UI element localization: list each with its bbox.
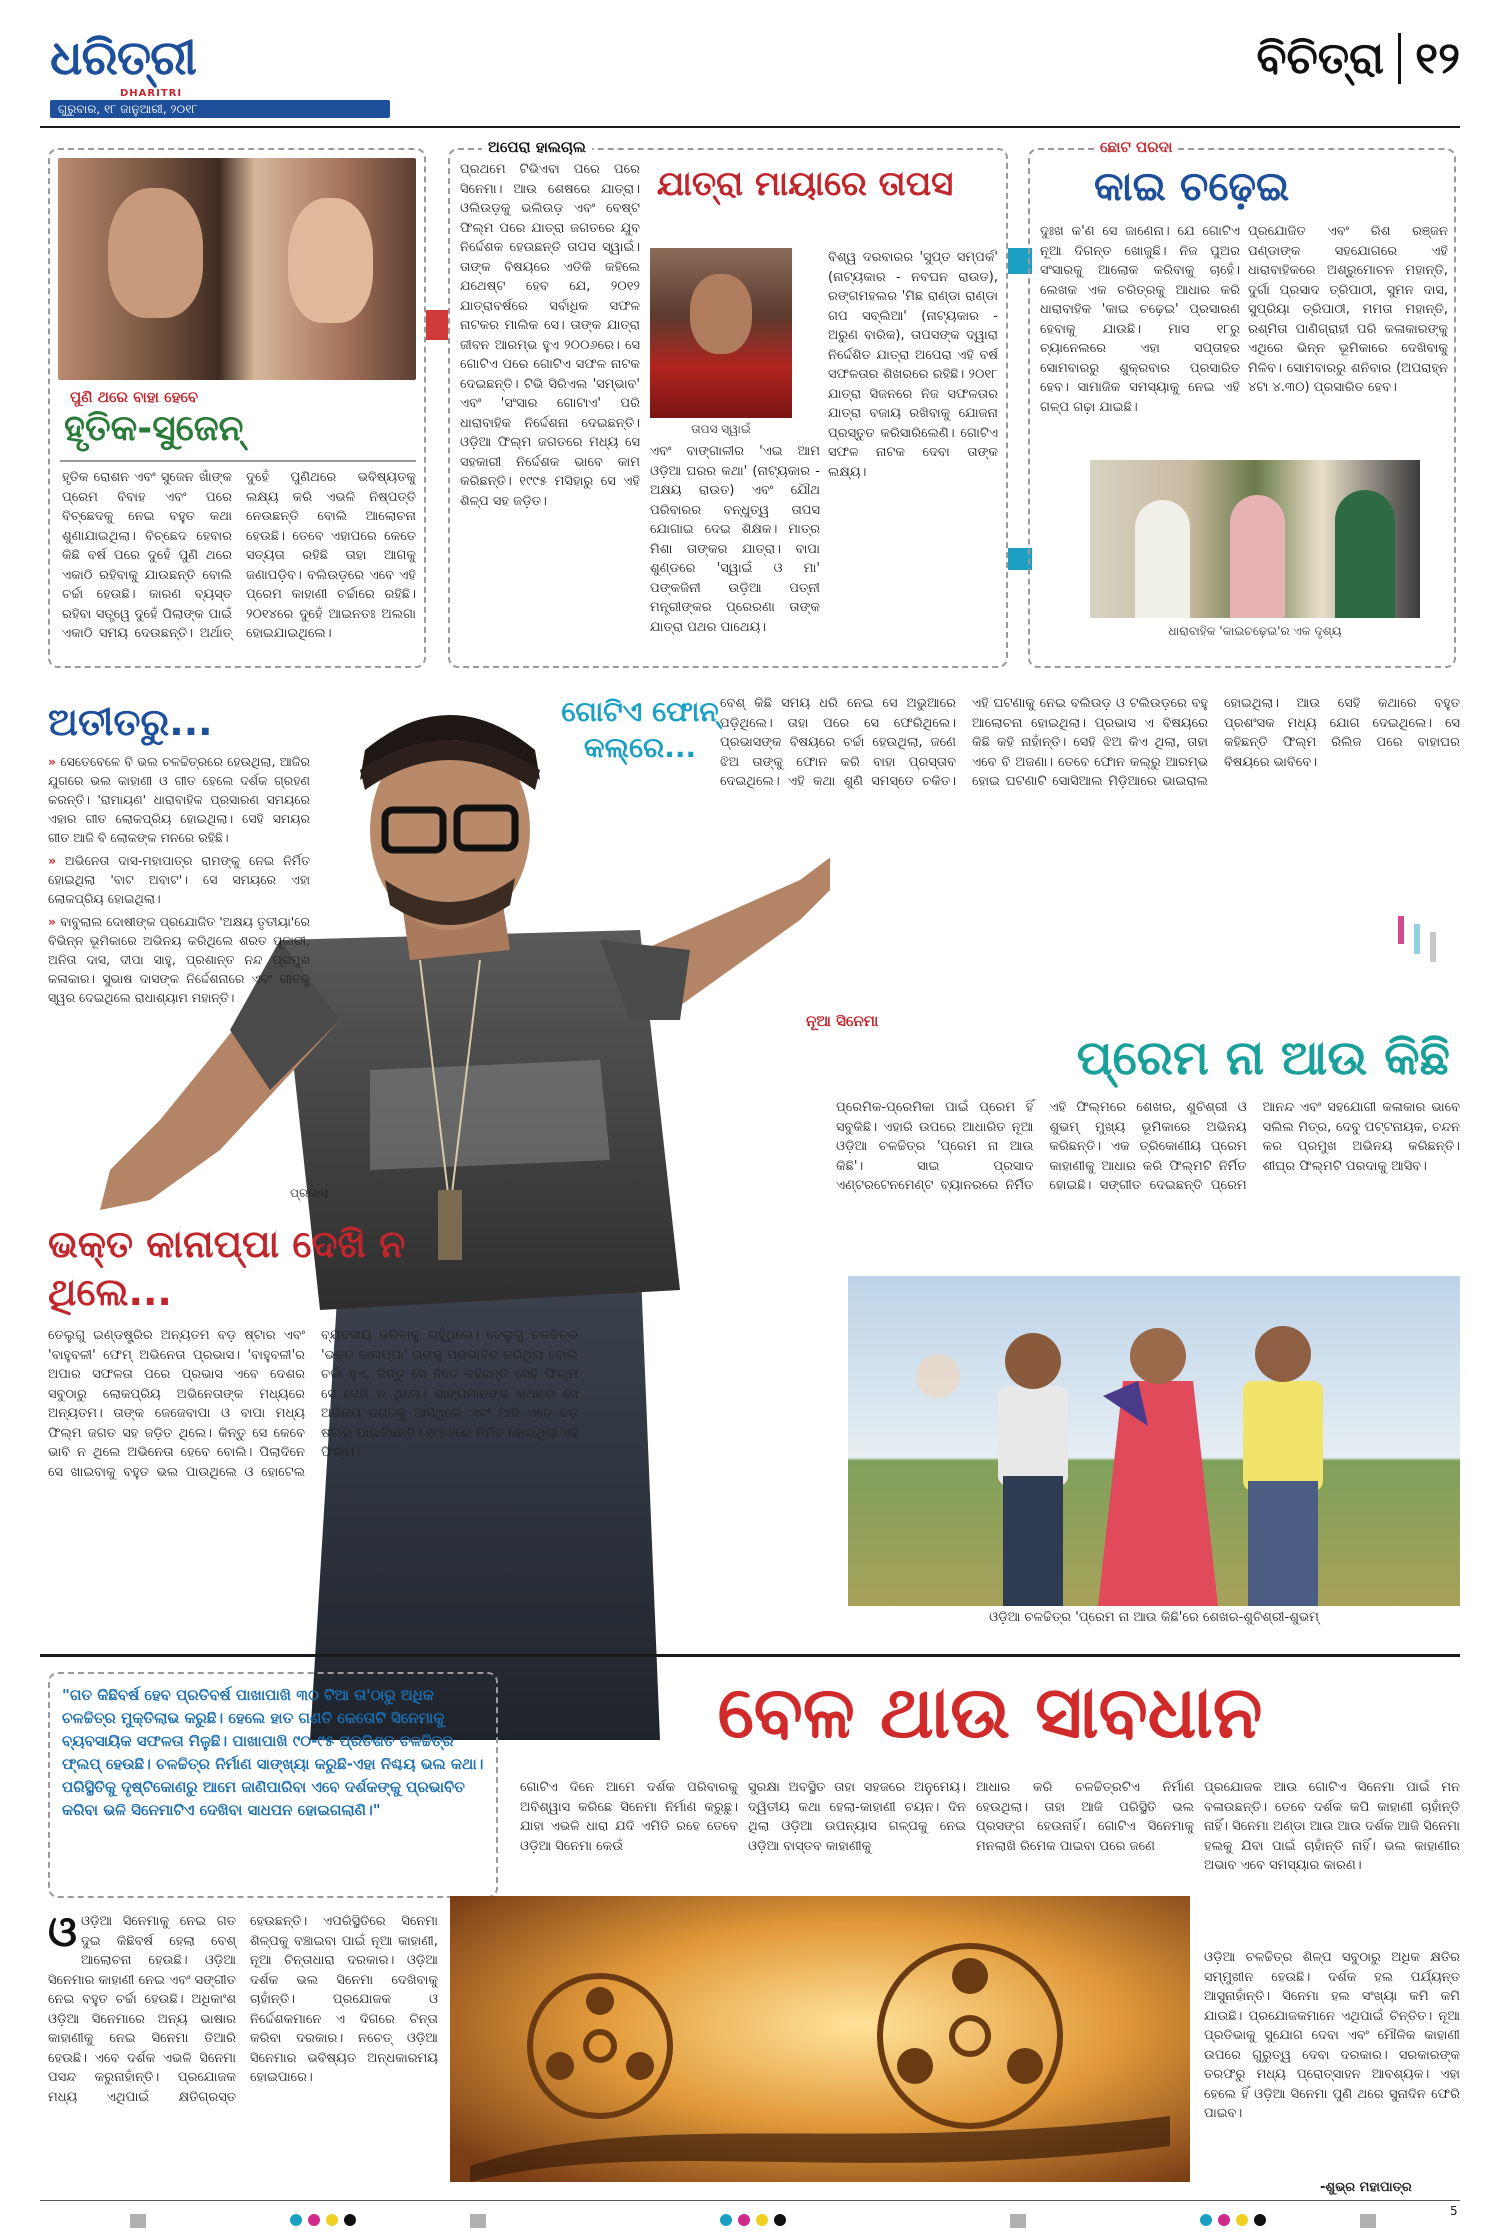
story-column-1: ପ୍ରଥମେ ଟିଭିଏବା ପରେ ପରେ ସିନେମା। ଆଉ ଶେଷରେ ଯାତ୍ରା। ଓଲିଉଡ଼କୁ ଭଲିଉଡ଼ ଏବଂ ବେଷ୍ଟ ଫିଲ୍ମ ପରେ ଯାତ୍ରା ଜଗତରେ ଯୁବ ନିର୍ଦ୍ଦେଶକ ହେଉଛନ୍ତି ତାପସ ସ୍ୱାଇଁ। ତାଙ୍କ ବିଷୟରେ ଏତିକି କହିଲେ ଯଥେଷ୍ଟ ହେବ ଯେ, ୨୦୧୨ ଯାତ୍ରାବର୍ଷରେ ସର୍ବାଧିକ ସଫଳ ନାଟକର ମାଲିକ ସେ। ତାଙ୍କ ଯାତ୍ରା ଜୀବନ ଆରମ୍ଭ ହୁଏ ୨୦୦୬ରେ। ସେ ଗୋଟିଏ ପରେ ଗୋଟିଏ ସଫଳ ନାଟକ ଦେଇଛନ୍ତି। ଟିଭି ସିରିଏଲ 'ସମ୍ଭାବ' ଏବଂ 'ସଂସାର ଗୋଟାଏ' ପରି ଧାରାବାହିକ ନିର୍ଦ୍ଦେଶନା ଦେଇଛନ୍ତି। ଓଡ଼ିଆ ଫିଲ୍ମ ଜଗତରେ ମଧ୍ୟ ସେ ସହକାରୀ ନିର୍ଦ୍ଦେଶକ ଭାବେ କାମ କରିଛନ୍ତି। ୧୯୯୫ ମସିହାରୁ ସେ ଏହି ଶିଳ୍ପ ସହ ଜଡ଼ିତ। [460,162,640,509]
story-column-1: ଦୁଃଖ କ'ଣ ସେ ଜାଣେନା। ଯେ ଗୋଟିଏ ନୂଆ ଦିଗନ୍ତ ଖୋଜୁଛି। ନିଜ ପୁଅର ସଂସାରକୁ ଆଲୋକ କରିବାକୁ ଚାହେଁ। ଲେଖକ ଏକ ଚରିତ୍ରକୁ ଆଧାର କରି ଧାରାବାହିକ 'କାଇ ଚଢ଼େଇ' ପ୍ରସାରଣ ହେବାକୁ ଯାଉଛି। ମାସ ୧୮ରୁ ଚ୍ୟାନେଲରେ ଏହା ସପ୍ତାହର ସୋମବାରରୁ ଶୁକ୍ରବାର ପ୍ରସାରିତ ହେବ। ସାମାଜିକ ସମସ୍ୟାକୁ ନେଇ ଏହି ଗଳ୍ପ ଗଢ଼ା ଯାଇଛି। [1040,224,1240,415]
atitaru-body [48,752,310,1168]
story-kicker: ନୂଆ ସିନେମା [806,1012,879,1030]
footer-page-number: 5 [1450,2204,1458,2218]
logo-subtitle: DHARITRI [120,88,183,99]
registration-marks [1360,2214,1376,2228]
section-name: ବିଚିତ୍ରା [1257,33,1402,84]
bullet-arrow-icon: » [48,853,57,868]
story-column-3: ବିଶ୍ୱ ଦରବାରର 'ସୁପ୍ତ ସମ୍ପର୍କ' (ନାଟ୍ୟକାର - ନବଘନ ରାଉତ), ରଙ୍ଗମହଲର 'ମିଛ ରାଣ୍ଡା ରାଣ୍ଡା ଗପ ସବ୍ଲିଆ' (ନାଟ୍ୟକାର - ଅରୁଣ ବାରିକ), ତାପସଙ୍କ ଦ୍ୱାରା ନିର୍ଦ୍ଦେଶିତ ଯାତ୍ରା ଅପେରା ଏହି ବର୍ଷ ସଫଳତାର ଶିଖରରେ ରହିଛି। ୨୦୧୮ ଯାତ୍ରା ସିଜନରେ ନିଜ ସଫଳତାର ଯାତ୍ରା ବଜାୟ ରଖିବାକୁ ଯୋଜନା ପ୍ରସ୍ତୁତ କରିସାରିଲେଣି। ଗୋଟିଏ ସଫଳ ନାଟକ ଦେବା ତାଙ୍କ ଲକ୍ଷ୍ୟ। [828,250,998,480]
registration-marks [470,2214,486,2228]
bel-column-4: ପ୍ରଯୋଜକ ଆଉ ଗୋଟିଏ ସିନେମା ପାଇଁ ମନ ବଳାଉଛନ୍ତି। ତେବେ ଦର୍ଶକ କପି କାହାଣୀ ଚାହାଁନ୍ତି ନାହିଁ। ସିନେମା ଅଣ୍ଡା ଆଉ ଆଉ ଦର୍ଶକ ଆଜି ସିନେମା ହଲକୁ ଯିବା ପାଇଁ ଚାହାଁନ୍ତି ନାହିଁ। ଭଲ କାହାଣୀର ଅଭାବ ଏବେ ସମସ୍ୟାର କାରଣ। [1204,1780,1460,1873]
color-stripes-ornament [1392,916,1462,962]
story-tapas [448,138,1008,668]
hrithik-sussanne-photo [58,158,416,380]
section-header [1257,28,1461,88]
story-headline: ଯାତ୍ରା ମାୟାରେ ତାପସ [656,164,954,204]
accent-bar-red [426,310,448,340]
page-number: ୧୨ [1415,32,1460,84]
story-kicker: ପୁଣି ଥରେ ବାହା ହେବେ [70,388,199,406]
story-body: ହୃତିକ ରୋଶନ ଏବଂ ସୁଜେନ ଖାଁଙ୍କ ପ୍ରେମ ବିବାହ ଏବଂ ପରେ ବିଚ୍ଛେଦକୁ ନେଇ ବହୁତ କଥା ଶୁଣାଯାଇଥିଲା। ବିଚ୍ଛେଦ ହେବାର କିଛି ବର୍ଷ ପରେ ଦୁହେଁ ପୁଣି ଥରେ ଏକାଠି ରହିବାକୁ ଯାଉଛନ୍ତି ବୋଲି ଚର୍ଚ୍ଚା ହେଉଛି। କାରଣ ବ୍ୟସ୍ତ ରହିବା ସତ୍ତ୍ୱେ ଦୁହେଁ ପିଲାଙ୍କ ପାଇଁ ଏକାଠି ସମୟ ଦେଉଛନ୍ତି। ଅର୍ଥାତ୍ ଦୁହେଁ ପୁଣିଥରେ ଭବିଷ୍ୟତକୁ ଲକ୍ଷ୍ୟ କରି ଏଭଳି ନିଷ୍ପତ୍ତି ନେଉଛନ୍ତି ବୋଲି ଆଲୋଚନା ହେଉଛି। ତେବେ ଏହାପରେ କେତେ ସତ୍ୟତା ରହିଛି ତାହା ଆଗକୁ ଜଣାପଡ଼ିବ। ବଲିଉଡ଼ରେ ଏବେ ଏହି ପ୍ରେମ କାହାଣୀ ଚର୍ଚ୍ଚାରେ ରହିଛି। ୨୦୧୪ରେ ଦୁହେଁ ଆଇନତଃ ଅଲଗା ହୋଇଯାଇଥିଲେ। [62,470,416,641]
photo-caption: ଓଡ଼ିଆ ଚଳଚ୍ଚିତ୍ର 'ପ୍ରେମ ନା ଆଉ କିଛି'ରେ ଶେଖର-ଶୁଚିଶ୍ରୀ-ଶୁଭମ୍ [989,1610,1319,1625]
byline: -ଶୁଭ୍ର ମହାପାତ୍ର [1320,2180,1412,2195]
story-hrithik [48,148,426,668]
dropcap: ଓ [48,1912,77,1956]
atitaru-item-text: ସେତେବେଳେ ବି ଭଲ ଚଳଚ୍ଚିତ୍ରରେ ହେଉଥିଲା, ଆଜିର ଯୁଗରେ ଭଲ କାହାଣୀ ଓ ଗୀତ ହେଲେ ଦର୍ଶକ ଗ୍ରହଣ କରନ୍ତି। 'ରାମାୟଣ' ଧାରାବାହିକ ପ୍ରସାରଣ ସମୟରେ ଏହାର ଗୀତ ଲୋକପ୍ରିୟ ହୋଇଥିଲା। ସେହି ସମୟର ଗୀତ ଆଜି ବି ଲୋକଙ୍କ ମନରେ ରହିଛି। [48,754,310,845]
story-kicker: ଛୋଟ ପରଦା [1094,138,1178,156]
registration-marks [1200,2214,1266,2226]
atitaru-item-text: ଅଭିନେତା ଦାସ-ମହାପାତ୍ର ରାମଙ୍କୁ ନେଇ ନିର୍ମିତ ହୋଇଥିଲା 'ବାଟ ଅବାଟ'। ସେ ସମୟରେ ଏହା ଲୋକପ୍ରିୟ ହୋଇଥିଲା। [48,853,310,906]
bel-body-left [48,1912,438,2202]
story-column-2: ପ୍ରଯୋଜିତ ଏବଂ ରିଶ ରଞ୍ଜନ ପଣ୍ଡାଙ୍କ ସହଯୋଗରେ ଏହି ଧାରାବାହିକରେ ଅଶ୍ରୁମୋଚନ ମହାନ୍ତି, ଦୁର୍ଗା ପ୍ରସାଦ ତ୍ରିପାଠୀ, ସୁମନ ଦାସ, ସୁପ୍ରିୟା ତ୍ରିପାଠୀ, ମମତା ମହାନ୍ତି, ରଶ୍ମିତା ପାଣିଗ୍ରାହୀ ପରି କଳାକାରଙ୍କୁ ଏଥିରେ ଭିନ୍ନ ଭୂମିକାରେ ଦେଖିବାକୁ ମିଳିବ। ସୋମବାରରୁ ଶନିବାର (ଅପରାହ୍ନ ୪ଟା ୪.୩୦) ପ୍ରସାରିତ ହେବ। [1248,224,1448,395]
pull-quote: "ଗତ କିଛିବର୍ଷ ହେବ ପ୍ରତିବର୍ଷ ପାଖାପାଖି ୩୦ ଟିଆ ତା'ଠାରୁ ଅଧିକ ଚଳଚ୍ଚିତ୍ର ମୁକ୍ତିଲାଭ କରୁଛି। ହେଲେ ହାତ ଗଣତି କେତୋଟି ସିନେମାକୁ ବ୍ୟବସାୟିକ ସଫଳତା ମିଳୁଛି। ପାଖାପାଖି ୯୦-୯୫ ପ୍ରତିଶତ ଚଳଚ୍ଚିତ୍ର ଫ୍ଲପ୍ ହେଉଛି। ଚଳଚ୍ଚିତ୍ର ନିର୍ମାଣ ସାଙ୍ଖ୍ୟା କରୁଛି-ଏହା ନିଶ୍ଚୟ ଭଲ କଥା। ପରିସ୍ଥିତିକୁ ଦୃଷ୍ଟିକୋଣରୁ ଆମେ ଜାଣିପାରିବା ଏବେ ଦର୍ଶକଙ୍କୁ ପ୍ରଭାବିତ କରିବା ଭଳି ସିନେମାଟିଏ ଦେଖିବା ସାଧପନ ହୋଇଗଲାଣି।" [48,1672,498,1898]
section-divider [40,1654,1460,1657]
story-headline: ହୃତିକ-ସୁଜେନ୍ [64,408,244,449]
serial-scene-photo [1090,460,1420,618]
bel-column-1: ଗୋଟିଏ ଦିନେ ଆମେ ଦର୍ଶକ ପରିବାରକୁ ଅବିଶ୍ୱାସ କରିଛେ ସିନେମା ନିର୍ମାଣ କରୁଛୁ। ଯାହା ଏଭଳି ଧାରା ଯଦି ଏମିତି ରହେ ତେବେ ଓଡ଼ିଆ ସିନେମା କେଉଁ [520,1780,738,1854]
photo-caption: ତାପସ ସ୍ୱାଇଁ [691,422,751,436]
bullet-arrow-icon: » [48,754,57,769]
phone-call-body: ବେଶ୍ କିଛି ସମୟ ଧରି ନେଇ ସେ ଅଭୁଆରେ ପଡ଼ିଥିଲେ। ତାହା ପରେ ସେ ଫେରିଥିଲେ। ପ୍ରଭାସଙ୍କ ବିଷୟରେ ଚର୍ଚ୍ଚା ହେଉଥିଲା, ଜଣେ ଝିଅ ତାଙ୍କୁ ଫୋନ କରି ବାହା ପ୍ରସ୍ତାବ ଦେଇଥିଲେ। ଏହି କଥା ଶୁଣି ସମସ୍ତେ ଚକିତ। ଏହି ଘଟଣାକୁ ନେଇ ବଲିଉଡ଼ ଓ ଟଲିଉଡ଼ରେ ବହୁ ଆଲୋଚନା ହୋଇଥିଲା। ପ୍ରଭାସ ଏ ବିଷୟରେ କିଛି କହି ନାହାଁନ୍ତି। ସେହି ଝିଅ କିଏ ଥିଲା, ତାହା ଏବେ ବି ଅଜଣା। ତେବେ ଫୋନ କଲ୍‌ରୁ ଆରମ୍ଭ ହୋଇ ଘଟଣାଟି ସୋସିଆଲ ମିଡ଼ିଆରେ ଭାଇରାଲ ହୋଇଥିଲା। ଆଉ ସେହି କଥାରେ ବହୁତ ପ୍ରଶଂସକ ମଧ୍ୟ ଯୋଗ ଦେଇଥିଲେ। ସେ କହିଛନ୍ତି ଫିଲ୍ମ ରିଲିଜ ପରେ ବାହାଘର ବିଷୟରେ ଭାବିବେ। [720,696,1460,789]
prem-headline: ପ୍ରେମ ନା ଆଉ କିଛି [1076,1030,1450,1086]
registration-marks [130,2214,146,2228]
masthead-rule [40,126,1460,128]
logo-wordmark: ଧରିତ୍ରୀ [50,30,196,86]
bel-column-2: ସୁରକ୍ଷା ଅବସ୍ଥିତ ତାହା ସହଜରେ ଅନୁମେୟ। ଦ୍ୱିତୀୟ କଥା ହେଲା-କାହାଣୀ ଚୟନ। ଦିନ ଥିଲା ଓଡ଼ିଆ ଉପନ୍ୟାସ ଗଳ୍ପକୁ ନେଇ ଓଡ଼ିଆ ବାସ୍ତବ କାହାଣୀକୁ [748,1780,966,1854]
bel-body-left-text: ଓଡ଼ିଆ ସିନେମାକୁ ନେଇ ଗତ ଦୁଇ କିଛିବର୍ଷ ହେଲା ବେଶ୍ ଆଲୋଚନା ହେଉଛି। ଓଡ଼ିଆ ସିନେମାର କାହାଣୀ ନେଇ ଏବଂ ସଙ୍ଗୀତ ନେଇ ବହୁତ ଚର୍ଚ୍ଚା ହେଉଛି। ଅଧିକାଂଶ ଓଡ଼ିଆ ସିନେମାରେ ଅନ୍ୟ ଭାଷାର କାହାଣୀକୁ ନେଇ ସିନେମା ତିଆରି ହେଉଛି। ଏବେ ଦର୍ଶକ ଏଭଳି ସିନେମା ପସନ୍ଦ କରୁନାହାଁନ୍ତି। ପ୍ରଯୋଜକ ମଧ୍ୟ ଏଥିପାଇଁ କ୍ଷତିଗ୍ରସ୍ତ ହେଉଛନ୍ତି। ଏପରିସ୍ଥିତିରେ ସିନେମା ଶିଳ୍ପକୁ ବଞ୍ଚାଇବା ପାଇଁ ନୂଆ କାହାଣୀ, ନୂଆ ଚିନ୍ତାଧାରା ଦରକାର। ଓଡ଼ିଆ ଦର୍ଶକ ଭଲ ସିନେମା ଦେଖିବାକୁ ଚାହାଁନ୍ତି। ପ୍ରଯୋଜକ ଓ ନିର୍ଦ୍ଦେଶକମାନେ ଏ ଦିଗରେ ଚିନ୍ତା କରିବା ଦରକାର। ନଚେତ୍ ଓଡ଼ିଆ ସିନେମାର ଭବିଷ୍ୟତ ଅନ୍ଧକାରମୟ ହୋଇପାରେ। [48,1914,438,2105]
registration-marks [720,2214,786,2226]
atitaru-item-text: ବାବୁଲାଲ ଦୋଷୀଙ୍କ ପ୍ରଯୋଜିତ 'ଅକ୍ଷୟ ତୃତୀୟା'ରେ ବିଭିନ୍ନ ଭୂମିକାରେ ଅଭିନୟ କରିଥିଲେ ଶରତ ପୂଜାରୀ, ଅନିତା ଦାସ, ଦୀପା ସାହୁ, ପ୍ରଶାନ୍ତ ନନ୍ଦ ପ୍ରମୁଖ କଳାକାର। ସୁଭାଷ ଦାସଙ୍କ ନିର୍ଦ୍ଦେଶନାରେ ଏବଂ ଗୀତକୁ ସ୍ୱର ଦେଇଥିଲେ ରାଧାଶ୍ୟାମ ମହାନ୍ତି। [48,914,310,1005]
atitaru-headline: ଅତୀତରୁ... [48,700,213,744]
story-kicker: ଅପେରା ହାଲଚାଲ [482,138,592,156]
dateline: ଗୁରୁବାର, ୧୮ ଜାନୁଆରୀ, ୨୦୧୮ [50,100,390,118]
bhakta-kannappa-body: ତେଲୁଗୁ ଇଣ୍ଡଷ୍ଟ୍ରିର ଅନ୍ୟତମ ବଡ଼ ଷ୍ଟାର ଏବଂ 'ବାହୁବଳୀ' ଫେମ୍ ଅଭିନେତା ପ୍ରଭାସ। 'ବାହୁବଳୀ'ର ଅପାର ସଫଳତା ପରେ ପ୍ରଭାସ ଏବେ ଦେଶର ସବୁଠାରୁ ଲୋକପ୍ରିୟ ଅଭିନେତାଙ୍କ ମଧ୍ୟରେ ଅନ୍ୟତମ। ତାଙ୍କ ଜେଜେବାପା ଓ ବାପା ମଧ୍ୟ ଫିଲ୍ମ ଜଗତ ସହ ଜଡ଼ିତ ଥିଲେ। କିନ୍ତୁ ସେ କେବେ ଭାବି ନ ଥିଲେ ଅଭିନେତା ହେବେ ବୋଲି। ପିଲାଦିନେ ସେ ଖାଇବାକୁ ବହୁତ ଭଲ ପାଉଥିଲେ ଓ ହୋଟେଲ ବ୍ୟବସାୟ କରିବାକୁ ଚାହୁଁଥିଲେ। ତେଲୁଗୁ ଚଳଚ୍ଚିତ୍ର 'ଭକ୍ତ କାନାପ୍ପା' ତାଙ୍କୁ ପ୍ରଭାବିତ କରିଥିଲା ବୋଲି ଚର୍ଚ୍ଚା ହୁଏ, କିନ୍ତୁ ସେ ନିଜେ କହିଛନ୍ତି ସେହି ଫିଲ୍ମ ସେ ଦେଖି ନ ଥିଲେ। ସାଙ୍ଗମାନଙ୍କ କଥାରେ ସେ ଅଭିନୟ ଜଗତକୁ ଆସିଥିଲେ ଏବଂ ଆଜି ଏତେ ବଡ଼ ଷ୍ଟାର ପାଲଟିଛନ୍ତି। ୧୯୭୬ରେ ନିର୍ମିତ ହୋଇଥିଲା ଏହି ଫିଲ୍ମ। [48,1328,578,1480]
prem-body: ପ୍ରେମିକ-ପ୍ରେମିକା ପାଇଁ ପ୍ରେମ ହିଁ ସବୁକିଛି। ଏହାରି ଉପରେ ଆଧାରିତ ନୂଆ ଓଡ଼ିଆ ଚଳଚ୍ଚିତ୍ର 'ପ୍ରେମ ନା ଆଉ କିଛି'। ସାଇ ପ୍ରସାଦ ଏଣ୍ଟରଟେନମେଣ୍ଟ ବ୍ୟାନରରେ ନିର୍ମିତ ଏହି ଫିଲ୍ମରେ ଶେଖର, ଶୁଚିଶ୍ରୀ ଓ ଶୁଭମ୍ ମୁଖ୍ୟ ଭୂମିକାରେ ଅଭିନୟ କରିଛନ୍ତି। ଏକ ତ୍ରିକୋଣୀୟ ପ୍ରେମ କାହାଣୀକୁ ଆଧାର କରି ଫିଲ୍ମଟି ନିର୍ମିତ ହୋଇଛି। ସଙ୍ଗୀତ ଦେଇଛନ୍ତି ପ୍ରେମ ଆନନ୍ଦ ଏବଂ ସହଯୋଗୀ କଳାକାର ଭାବେ ସଲିଲ ମିତ୍ର, ଦେବୁ ପଟ୍ଟନାୟକ, ଚନ୍ଦନ କର ପ୍ରମୁଖ ଅଭିନୟ କରିଛନ୍ତି। ଶୀଘ୍ର ଫିଲ୍ମଟି ପରଦାକୁ ଆସିବ। [836,1100,1460,1193]
atitaru-item [48,752,310,847]
film-reel-photo [450,1896,1190,2182]
registration-marks [290,2214,356,2226]
tapas-portrait-photo [650,248,792,418]
bullet-arrow-icon: » [48,914,57,929]
registration-marks [1010,2214,1026,2228]
phone-call-headline: ଗୋଟିଏ ଫୋନ୍ କଲ୍‌ରେ... [561,695,719,764]
divider [60,460,416,462]
story-column-2: ଏବଂ ବାଙ୍ଗାଳୀର 'ଏଇ ଆମ ଓଡ଼ିଆ ଘରର କଥା' (ନାଟ୍ୟକାର - ଅକ୍ଷୟ ରାଉତ) ଏବଂ ଯୌଥ ପରିବାରର ବନ୍ଧୁତ୍ୱ ତାପସ ଯୋଗାଇ ଦେଇ ଶିକ୍ଷକ। ମାତ୍ର ମିଶା ତାଙ୍କର ଯାତ୍ରା। ବାପା ଶୁଣ୍ଡରେ 'ସ୍ୱାଇଁ ଓ ମା' ପଙ୍କଜିନୀ ଉଡ଼ିଆ ପତ୍ନୀ ମନ୍ତ୍ରୀଙ୍କର ପ୍ରେରଣା ତାଙ୍କ ଯାତ୍ରା ପଥର ପାଥେୟ। [650,444,820,635]
bhakta-kannappa-headline: ଭକ୍ତ କାନାପ୍ପା ଦେଖି ନ ଥିଲେ... [48,1222,406,1314]
bel-column-3: ଆଧାର କରି ଚଳଚ୍ଚିତ୍ରଟିଏ ନିର୍ମାଣ ହେଉଥିଲା। ତାହା ଆଜି ପରିସ୍ଥିତି ଭଲ ପ୍ରସଙ୍ଗ ହେଉନାହିଁ। ଗୋଟିଏ ସିନେମାକୁ ମନଲାଖି ରିମେକ ପାଇବା ପରେ ଜଣେ [976,1780,1194,1854]
photo-caption: ଧାରାବାହିକ 'କାଇଚଢ଼େଇ'ର ଏକ ଦୃଶ୍ୟ [1168,624,1342,638]
prem-film-still-photo [848,1276,1460,1606]
bel-headline: ବେଳ ଥାଉ ସାବଧାନ [717,1670,1263,1754]
atitaru-item [48,912,310,1007]
atitaru-item [48,851,310,908]
masthead-logo [50,30,250,100]
photo-caption: ପ୍ରଭାସ [290,1186,329,1200]
bel-body-right: ଓଡ଼ିଆ ଚଳଚ୍ଚିତ୍ର ଶିଳ୍ପ ସବୁଠାରୁ ଅଧିକ କ୍ଷତିର ସମ୍ମୁଖୀନ ହେଉଛି। ଦର୍ଶକ ହଲ ପର୍ଯ୍ୟନ୍ତ ଆସୁନାହାଁନ୍ତି। ସିନେମା ହଲ ସଂଖ୍ୟା କମି କମି ଯାଉଛି। ପ୍ରଯୋଜକମାନେ ଏଥିପାଇଁ ଚିନ୍ତିତ। ନୂଆ ପ୍ରତିଭାକୁ ସୁଯୋଗ ଦେବା ଏବଂ ମୌଳିକ କାହାଣୀ ଉପରେ ଗୁରୁତ୍ୱ ଦେବା ଦରକାର। ସରକାରଙ୍କ ତରଫରୁ ମଧ୍ୟ ପ୍ରୋତ୍ସାହନ ଆବଶ୍ୟକ। ଏହା ହେଲେ ହିଁ ଓଡ଼ିଆ ସିନେମା ପୁଣି ଥରେ ସୁନାଦିନ ଫେରି ପାଇବ। [1204,1950,1460,2121]
story-kai-chadhei [1028,138,1456,668]
story-headline: କାଇ ଚଢ଼େଇ [1094,164,1290,210]
footer-rule [40,2200,1460,2201]
